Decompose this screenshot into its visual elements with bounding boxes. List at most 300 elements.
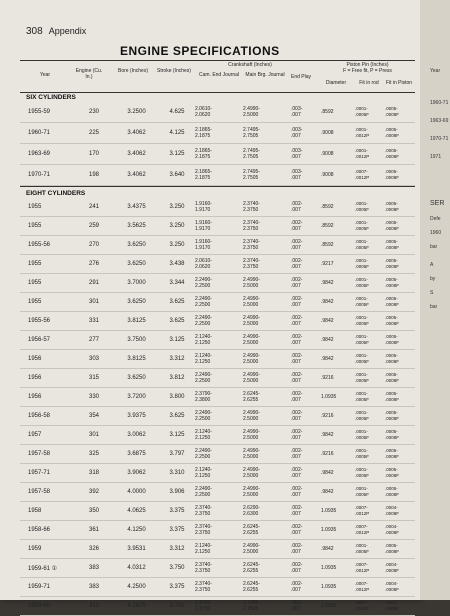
main-brg-cell-line: 2.4990- — [243, 315, 260, 321]
stroke-cell: 3.344 — [159, 274, 195, 293]
fit-rod-cell-line: .0001- — [355, 372, 368, 377]
fit-rod-cell — [355, 236, 385, 255]
stroke-cell: 3.375 — [159, 521, 195, 540]
bore-cell: 3.7200 — [114, 388, 159, 407]
fit-piston-cell — [385, 464, 415, 483]
fit-piston-cell — [385, 165, 415, 186]
fit-piston-cell-line: .0005- — [385, 277, 398, 282]
fit-rod-cell-line: .0012P — [355, 154, 370, 159]
facing-row: 1970-71 — [430, 136, 449, 142]
main-brg-cell — [243, 144, 291, 165]
cam-end-cell-line: 2.1250 — [195, 549, 211, 555]
year-cell: 1963-69 — [20, 144, 74, 165]
fit-piston-cell-line: .0004- — [385, 600, 398, 605]
fit-rod-cell — [355, 255, 385, 274]
bore-cell: 3.2500 — [114, 102, 159, 123]
fit-piston-cell-line: .0005- — [385, 239, 398, 244]
engine-cell: 241 — [74, 198, 114, 217]
facing-fragment: bar — [430, 304, 438, 310]
year-cell: 1970-71 — [20, 165, 74, 186]
cam-end-cell-line: 2.1250 — [195, 359, 211, 365]
fit-piston-cell-line: .0005- — [385, 169, 398, 174]
fit-rod-cell-line: .0005F — [355, 473, 370, 478]
fit-rod-cell — [355, 369, 385, 388]
col-cam-end: Cam. End Journal — [198, 72, 240, 78]
fit-rod-cell — [355, 217, 385, 236]
end-play-cell-line: .002- — [291, 334, 303, 340]
end-play-cell-line: .007 — [291, 530, 301, 536]
end-play-cell — [291, 123, 321, 144]
bore-cell: 4.0625 — [114, 502, 159, 521]
main-brg-cell — [243, 540, 291, 559]
col-bore: Bore (Inches) — [117, 68, 148, 74]
end-play-cell — [291, 217, 321, 236]
fit-piston-cell-line: .0005- — [385, 486, 398, 491]
main-brg-cell — [243, 597, 291, 616]
main-brg-cell-line: 2.7505 — [243, 133, 259, 139]
diameter-cell: .8592 — [321, 217, 355, 236]
main-brg-cell — [243, 388, 291, 407]
fit-rod-cell — [355, 464, 385, 483]
main-brg-cell — [243, 559, 291, 578]
end-play-cell — [291, 165, 321, 186]
col-stroke: Stroke (Inches) — [157, 68, 191, 74]
main-brg-cell-line: 2.6245- — [243, 391, 260, 397]
stroke-cell: 3.750 — [159, 597, 195, 616]
fit-rod-cell — [355, 597, 385, 616]
engine-cell: 330 — [74, 388, 114, 407]
engine-cell: 303 — [74, 350, 114, 369]
end-play-cell — [291, 274, 321, 293]
end-play-cell-line: .007 — [291, 245, 301, 251]
table-row — [20, 312, 415, 331]
fit-piston-cell — [385, 236, 415, 255]
fit-piston-cell-line: .0005- — [385, 334, 398, 339]
diameter-cell: .9008 — [321, 144, 355, 165]
bore-cell: 4.0000 — [114, 483, 159, 502]
facing-row: 1960-71 — [430, 100, 449, 106]
main-brg-cell — [243, 483, 291, 502]
end-play-cell-line: .007 — [291, 283, 301, 289]
main-brg-cell — [243, 445, 291, 464]
end-play-cell-line: .002- — [291, 372, 303, 378]
bore-cell: 3.4062 — [114, 144, 159, 165]
bore-cell: 3.0062 — [114, 426, 159, 445]
diameter-cell: .9008 — [321, 123, 355, 144]
main-brg-cell-line: 2.3750 — [243, 226, 259, 232]
fit-rod-cell-line: .0005F — [355, 283, 370, 288]
main-brg-cell-line: 2.7505 — [243, 606, 259, 612]
stroke-cell: 3.310 — [159, 464, 195, 483]
fit-rod-cell-line: .0001- — [355, 106, 368, 111]
fit-piston-cell — [385, 331, 415, 350]
six-cylinder-table — [20, 102, 415, 186]
main-brg-cell-line: 2.4990- — [243, 334, 260, 340]
fit-rod-cell-line: .0001- — [355, 201, 368, 206]
fit-piston-cell — [385, 407, 415, 426]
fit-piston-cell — [385, 521, 415, 540]
main-brg-cell-line: 2.5000 — [243, 473, 259, 479]
fit-rod-cell-line: .0007- — [355, 505, 368, 510]
end-play-cell-line: .002- — [291, 277, 303, 283]
year-cell: 1959-65 — [20, 597, 74, 616]
fit-piston-cell-line: .0008F — [385, 359, 400, 364]
fit-rod-cell-line: .0012P — [355, 175, 370, 180]
bore-cell: 3.6250 — [114, 255, 159, 274]
stroke-cell: 3.312 — [159, 350, 195, 369]
cam-end-cell-line: 2.1875 — [195, 133, 211, 139]
end-play-cell-line: .007 — [291, 112, 301, 118]
table-row — [20, 274, 415, 293]
fit-piston-cell-line: .0008F — [385, 568, 400, 573]
main-brg-cell — [243, 426, 291, 445]
fit-piston-cell-line: .0005- — [385, 372, 398, 377]
col-diameter: Diameter — [325, 80, 347, 86]
section-name: Appendix — [48, 26, 87, 36]
diameter-cell: .9216 — [321, 445, 355, 464]
cam-end-cell-line: 2.1865- — [195, 148, 212, 154]
engine-cell: 277 — [74, 331, 114, 350]
cam-end-cell-line: 2.2490- — [195, 277, 212, 283]
main-brg-cell-line: 2.6255 — [243, 530, 259, 536]
bore-cell: 3.5625 — [114, 217, 159, 236]
six-cylinders-heading: SIX CYLINDERS — [26, 94, 76, 101]
end-play-cell — [291, 236, 321, 255]
stroke-cell: 3.800 — [159, 388, 195, 407]
stroke-cell: 3.312 — [159, 540, 195, 559]
diameter-cell: .9216 — [321, 407, 355, 426]
cam-end-cell-line: 2.2500 — [195, 321, 211, 327]
col-end-play: End Play — [290, 74, 311, 80]
table-row — [20, 293, 415, 312]
cam-end-cell — [195, 331, 243, 350]
cam-end-cell — [195, 559, 243, 578]
stroke-cell: 3.375 — [159, 502, 195, 521]
fit-piston-cell-line: .0005- — [385, 315, 398, 320]
end-play-cell — [291, 331, 321, 350]
fit-rod-cell-line: .0001- — [355, 239, 368, 244]
stroke-cell: 3.125 — [159, 426, 195, 445]
diameter-cell: .9842 — [321, 426, 355, 445]
end-play-cell — [291, 540, 321, 559]
end-play-cell-line: .007 — [291, 511, 301, 517]
main-brg-cell — [243, 350, 291, 369]
col-main-brg: Main Brg. Journal — [245, 72, 285, 78]
cam-end-cell — [195, 597, 243, 616]
fit-piston-cell — [385, 502, 415, 521]
cam-end-cell — [195, 236, 243, 255]
end-play-cell-line: .007 — [291, 397, 301, 403]
fit-rod-cell-line: .0005F — [355, 321, 370, 326]
diameter-cell: 1.0935 — [321, 559, 355, 578]
end-play-cell-line: .002- — [291, 467, 303, 473]
fit-piston-cell — [385, 255, 415, 274]
fit-rod-cell-line: .0001- — [355, 220, 368, 225]
stroke-cell: 3.812 — [159, 369, 195, 388]
main-brg-cell — [243, 331, 291, 350]
end-play-cell — [291, 293, 321, 312]
fit-piston-cell — [385, 123, 415, 144]
engine-cell: 361 — [74, 521, 114, 540]
cam-end-cell-line: 2.3800 — [195, 397, 211, 403]
end-play-cell-line: .002- — [291, 410, 303, 416]
stroke-cell: 4.125 — [159, 123, 195, 144]
bore-cell: 3.6250 — [114, 236, 159, 255]
end-play-cell-line: .007 — [291, 302, 301, 308]
table-row — [20, 407, 415, 426]
table-row — [20, 236, 415, 255]
fit-piston-cell-line: .0005- — [385, 410, 398, 415]
fit-rod-cell-line: .0001- — [355, 353, 368, 358]
end-play-cell-line: .007 — [291, 340, 301, 346]
fit-rod-cell — [355, 521, 385, 540]
main-brg-cell-line: 2.5000 — [243, 378, 259, 384]
fit-rod-cell-line: .0001- — [355, 315, 368, 320]
cam-end-cell-line: 2.3740- — [195, 562, 212, 568]
bore-cell: 3.6250 — [114, 369, 159, 388]
cam-end-cell-line: 2.1875 — [195, 154, 211, 160]
facing-row: 1963-69 — [430, 118, 449, 124]
bore-cell: 3.4062 — [114, 165, 159, 186]
fit-rod-cell-line: .0012P — [355, 511, 370, 516]
end-play-cell — [291, 464, 321, 483]
fit-rod-cell-line: .0005F — [355, 226, 370, 231]
bore-cell: 3.9062 — [114, 464, 159, 483]
cam-end-cell-line: 2.2500 — [195, 378, 211, 384]
cam-end-cell — [195, 426, 243, 445]
fit-rod-cell-line: .0001- — [355, 467, 368, 472]
col-fit-rod: Fit in rod — [359, 80, 379, 86]
page-header — [26, 26, 86, 37]
stroke-cell: 3.375 — [159, 578, 195, 597]
bore-cell: 3.7500 — [114, 331, 159, 350]
fit-rod-cell-line: .0012P — [355, 606, 370, 611]
cam-end-cell-line: 2.3750 — [195, 568, 211, 574]
fit-piston-cell-line: .0004- — [385, 581, 398, 586]
fit-rod-cell-line: .0001- — [355, 277, 368, 282]
cam-end-cell-line: 2.3750 — [195, 606, 211, 612]
engine-cell: 276 — [74, 255, 114, 274]
fit-piston-cell-line: .0008F — [385, 397, 400, 402]
fit-piston-cell-line: .0005- — [385, 353, 398, 358]
fit-piston-cell — [385, 293, 415, 312]
end-play-cell-line: .007 — [291, 154, 301, 160]
diameter-cell: .9217 — [321, 255, 355, 274]
main-brg-cell-line: 2.3750 — [243, 245, 259, 251]
fit-rod-cell-line: .0005F — [355, 245, 370, 250]
end-play-cell-line: .002- — [291, 600, 303, 606]
stroke-cell: 3.125 — [159, 331, 195, 350]
fit-piston-cell-line: .0008F — [385, 530, 400, 535]
col-year: Year — [39, 72, 51, 78]
stroke-cell: 3.125 — [159, 144, 195, 165]
table-row — [20, 445, 415, 464]
main-brg-cell-line: 2.7495- — [243, 127, 260, 133]
main-brg-cell-line: 2.4990- — [243, 543, 260, 549]
end-play-cell-line: .002- — [291, 581, 303, 587]
fit-piston-cell-line: .0005- — [385, 220, 398, 225]
col-engine: Engine (Cu. In.) — [75, 68, 103, 80]
end-play-cell-line: .007 — [291, 587, 301, 593]
fit-piston-cell — [385, 198, 415, 217]
cam-end-cell-line: 1.9160- — [195, 239, 212, 245]
bore-cell: 4.1875 — [114, 597, 159, 616]
cam-end-cell — [195, 165, 243, 186]
main-brg-cell — [243, 293, 291, 312]
cam-end-cell — [195, 255, 243, 274]
fit-rod-cell-line: .0012P — [355, 568, 370, 573]
fit-piston-cell-line: .0008F — [385, 454, 400, 459]
year-cell: 1955 — [20, 274, 74, 293]
end-play-cell-line: .002- — [291, 391, 303, 397]
fit-rod-cell — [355, 578, 385, 597]
end-play-cell — [291, 407, 321, 426]
cam-end-cell-line: 2.1240- — [195, 467, 212, 473]
end-play-cell-line: .002- — [291, 543, 303, 549]
cam-end-cell — [195, 464, 243, 483]
bore-cell: 3.6250 — [114, 293, 159, 312]
cam-end-cell-line: 2.2500 — [195, 416, 211, 422]
year-cell: 1955-59 — [20, 102, 74, 123]
end-play-cell-line: .007 — [291, 133, 301, 139]
bore-cell: 3.9375 — [114, 407, 159, 426]
main-brg-cell-line: 2.6300 — [243, 511, 259, 517]
stroke-cell: 4.625 — [159, 102, 195, 123]
fit-rod-cell-line: .0005F — [355, 549, 370, 554]
end-play-cell — [291, 483, 321, 502]
end-play-cell-line: .002- — [291, 258, 303, 264]
fit-rod-cell-line: .0012P — [355, 133, 370, 138]
main-brg-cell — [243, 123, 291, 144]
end-play-cell — [291, 502, 321, 521]
main-brg-cell-line: 2.3740- — [243, 201, 260, 207]
fit-piston-cell-line: .0008F — [385, 154, 400, 159]
cam-end-cell — [195, 483, 243, 502]
table-row — [20, 578, 415, 597]
facing-page-edge — [420, 0, 450, 600]
stroke-cell: 3.797 — [159, 445, 195, 464]
fit-piston-cell — [385, 559, 415, 578]
main-brg-cell-line: 2.6245- — [243, 581, 260, 587]
end-play-cell-line: .007 — [291, 473, 301, 479]
main-brg-cell-line: 2.7505 — [243, 154, 259, 160]
fit-rod-cell-line: .0005F — [355, 207, 370, 212]
table-row — [20, 165, 415, 186]
main-brg-cell — [243, 578, 291, 597]
engine-cell: 291 — [74, 274, 114, 293]
year-cell: 1957 — [20, 426, 74, 445]
fit-rod-cell — [355, 102, 385, 123]
fit-piston-cell-line: .0005- — [385, 106, 398, 111]
fit-piston-cell-line: .0008F — [385, 283, 400, 288]
main-brg-cell-line: 2.4990- — [243, 448, 260, 454]
cam-end-cell-line: 2.2490- — [195, 486, 212, 492]
end-play-cell-line: .002- — [291, 220, 303, 226]
end-play-cell-line: .002- — [291, 429, 303, 435]
table-row — [20, 521, 415, 540]
fit-piston-cell-line: .0004- — [385, 524, 398, 529]
main-brg-cell-line: 2.7495- — [243, 169, 260, 175]
main-brg-cell-line: 2.4990- — [243, 353, 260, 359]
fit-rod-cell-line: .0007- — [355, 524, 368, 529]
fit-rod-cell-line: .0007- — [355, 600, 368, 605]
fit-rod-cell — [355, 540, 385, 559]
fit-piston-cell — [385, 217, 415, 236]
engine-cell: 259 — [74, 217, 114, 236]
cam-end-cell-line: 1.9160- — [195, 220, 212, 226]
bore-cell: 4.0312 — [114, 559, 159, 578]
end-play-cell — [291, 144, 321, 165]
table-row — [20, 502, 415, 521]
main-brg-cell-line: 2.6255 — [243, 397, 259, 403]
main-brg-cell-line: 2.3740- — [243, 239, 260, 245]
fit-rod-cell-line: .0012P — [355, 587, 370, 592]
main-brg-cell-line: 2.4990- — [243, 410, 260, 416]
diameter-cell: .9842 — [321, 483, 355, 502]
year-cell: 1958-66 — [20, 521, 74, 540]
diameter-cell: .9842 — [321, 331, 355, 350]
table-row — [20, 350, 415, 369]
facing-fragment: A — [430, 262, 434, 268]
cam-end-cell-line: 2.1250 — [195, 340, 211, 346]
diameter-cell: 1.0935 — [321, 521, 355, 540]
end-play-cell-line: .007 — [291, 606, 301, 612]
fit-piston-cell-line: .0008F — [385, 473, 400, 478]
cam-end-cell-line: 1.9160- — [195, 201, 212, 207]
main-brg-cell-line: 2.5000 — [243, 112, 259, 118]
cam-end-cell-line: 2.0610- — [195, 106, 212, 112]
fit-piston-cell — [385, 274, 415, 293]
main-brg-cell-line: 2.5000 — [243, 340, 259, 346]
diameter-cell: .9842 — [321, 540, 355, 559]
col-piston-pin-note: F = Free fit, P = Press — [343, 68, 392, 74]
table-row — [20, 540, 415, 559]
fit-rod-cell-line: .0001- — [355, 429, 368, 434]
engine-cell: 270 — [74, 236, 114, 255]
cam-end-cell-line: 2.1865- — [195, 169, 212, 175]
fit-rod-cell-line: .0005F — [355, 302, 370, 307]
table-row — [20, 123, 415, 144]
header-bottom-rule — [20, 92, 415, 93]
fit-rod-cell-line: .0007- — [355, 169, 368, 174]
end-play-cell-line: .007 — [291, 416, 301, 422]
fit-piston-cell — [385, 540, 415, 559]
fit-piston-cell-line: .0008F — [385, 416, 400, 421]
fit-rod-cell-line: .0001- — [355, 127, 368, 132]
cam-end-cell-line: 1.9170 — [195, 207, 211, 213]
cam-end-cell-line: 2.1875 — [195, 175, 211, 181]
fit-piston-cell-line: .0008F — [385, 435, 400, 440]
main-brg-cell-line: 2.7505 — [243, 175, 259, 181]
year-cell: 1957-58 — [20, 483, 74, 502]
cam-end-cell — [195, 274, 243, 293]
main-brg-cell-line: 2.3740- — [243, 220, 260, 226]
year-cell: 1957-71 — [20, 464, 74, 483]
cam-end-cell-line: 2.2500 — [195, 283, 211, 289]
cam-end-cell-line: 2.1240- — [195, 334, 212, 340]
cam-end-cell-line: 2.3790- — [195, 391, 212, 397]
facing-fragment: S — [430, 290, 434, 296]
main-brg-cell — [243, 255, 291, 274]
end-play-cell-line: .007 — [291, 207, 301, 213]
fit-rod-cell-line: .0005F — [355, 359, 370, 364]
end-play-cell-line: .007 — [291, 492, 301, 498]
facing-row: 1971 — [430, 154, 442, 160]
main-brg-cell — [243, 312, 291, 331]
end-play-cell — [291, 578, 321, 597]
cam-end-cell-line: 2.2500 — [195, 454, 211, 460]
fit-piston-cell — [385, 578, 415, 597]
